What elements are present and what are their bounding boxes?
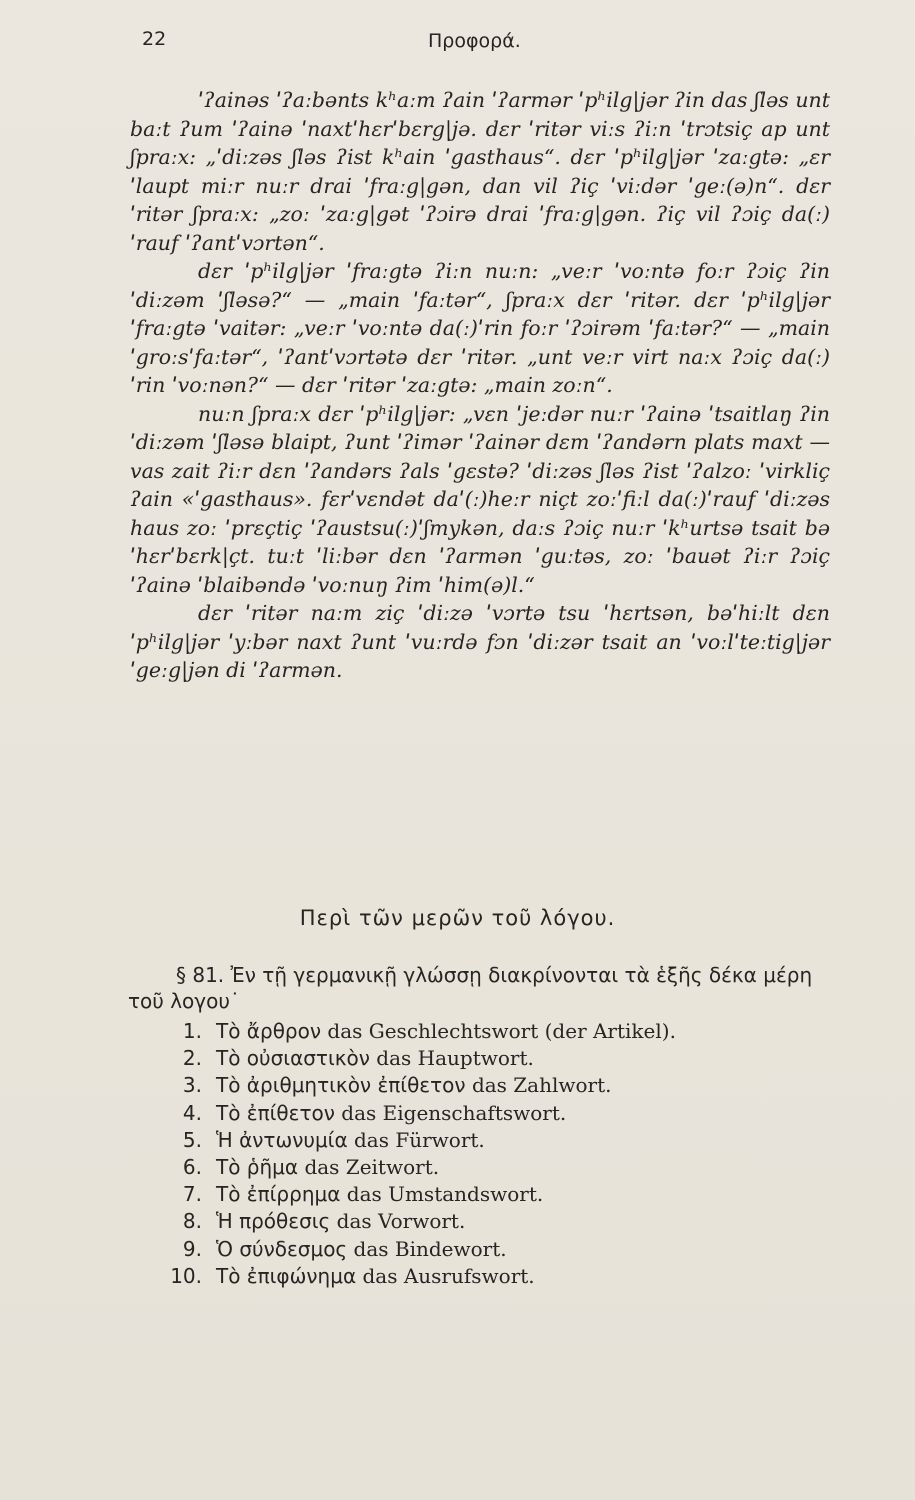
- item-number: 2.: [182, 1046, 202, 1071]
- item-greek: Τὸ ἐπίθετον: [216, 1100, 335, 1125]
- phonetic-paragraph: dɛr ˈritər naːm ziç ˈdiːzə ˈvɔrtə tsu ˈhɛrtsən, bəˈhiːlt dɛn ˈpʰilg|jər ˈyːbər naxt ʔunt ˈvuːrdə fɔn ˈdiːzər tsait an ˈvoːlˈteːtig|jər ˈgeːg|jən di ˈʔarmən.: [130, 601, 830, 682]
- list-item: [150, 1236, 830, 1263]
- list-item: [150, 1127, 830, 1154]
- section-intro: [128, 962, 828, 1014]
- item-greek: Ἡ ἀντωνυμία: [216, 1127, 348, 1152]
- item-german: das Vorwort.: [336, 1209, 466, 1234]
- item-greek: Ἡ πρόθεσις: [216, 1209, 331, 1234]
- page-number: 22: [142, 28, 167, 50]
- list-item: [150, 1018, 830, 1045]
- item-greek: Τὸ ἀριθμητικὸν ἐπίθετον: [216, 1073, 466, 1098]
- item-greek: Τὸ ῥῆμα: [216, 1155, 299, 1180]
- item-german: das Eigenschaftswort.: [341, 1100, 567, 1125]
- item-german: das Umstandswort.: [346, 1182, 544, 1207]
- list-item: [150, 1154, 830, 1181]
- item-number: 9.: [182, 1236, 202, 1261]
- item-german: das Ausrufswort.: [362, 1263, 535, 1288]
- item-number: 6.: [182, 1155, 202, 1180]
- item-german: das Zahlwort.: [471, 1073, 612, 1098]
- phonetic-paragraph: ˈʔainəs ˈʔaːbənts kʰaːm ʔain ˈʔarmər ˈpʰilg|jər ʔin das ʃləs unt baːt ʔum ˈʔainə ˈnaxtˈhɛrˈbɛrg|jə. dɛr ˈritər viːs ʔiːn ˈtrɔtsiç ap unt ʃpraːx: „ˈdiːzəs ʃləs ʔist kʰain ˈgasthaus“. dɛr ˈpʰilg|jər ˈzaːgtə: „ɛrˈlaupt miːr nuːr drai ˈfraːg|gən, dan vil ʔiç ˈviːdər ˈgeː(ə)n“. dɛr ˈritər ʃpraːx: „zoː ˈzaːg|gət ˈʔɔirə drai ˈfraːg|gən. ʔiç vil ʔɔiç da(ː)ˈrauf ˈʔantˈvɔrtən“.: [130, 88, 830, 255]
- item-greek: Τὸ ἄρθρον: [216, 1019, 322, 1043]
- item-number: 5.: [182, 1127, 202, 1152]
- item-german: das Bindewort.: [353, 1236, 507, 1261]
- list-item: [150, 1045, 830, 1072]
- phonetic-paragraph: nuːn ʃpraːx dɛr ˈpʰilg|jər: „vɛn ˈjeːdər nuːr ˈʔainə ˈtsaitlaŋ ʔin ˈdiːzəm ˈʃləsə blaipt, ʔunt ˈʔimər ˈʔainər dɛm ˈʔandərn plats maxt — vas zait ʔiːr dɛn ˈʔandərs ʔals ˈgɛstə? ˈdiːzəs ʃləs ʔist ˈʔalzoː ˈvirkliç ʔain «ˈgasthaus». fɛrˈvɛndət daˈ(ː)heːr niçt zoːˈfiːl da(ː)ˈrauf ˈdiːzəs haus zoː ˈprɛçtiç ˈʔaustsu(ː)ˈʃmykən, daːs ʔɔiç nuːr ˈkʰurtsə tsait bəˈhɛrˈbɛrk|çt. tuːt ˈliːbər dɛn ˈʔarmən ˈguːtəs, zoː ˈbauət ʔiːr ʔɔiç ˈʔainə ˈblaibəndə ˈvoːnuŋ ʔim ˈhim(ə)l.“: [130, 401, 830, 597]
- section-title: Περὶ τῶν μερῶν τοῦ λόγου.: [299, 906, 616, 930]
- list-item: [150, 1181, 830, 1208]
- phonetic-paragraph: dɛr ˈpʰilg|jər ˈfraːgtə ʔiːn nuːn: „veːr ˈvoːntə foːr ʔɔiç ʔin ˈdiːzəm ˈʃləsə?“ — „main ˈfaːtər“, ʃpraːx dɛr ˈritər. dɛr ˈpʰilg|jər ˈfraːgtə ˈvaitər: „veːr ˈvoːntə da(ː)ˈrin foːr ˈʔɔirəm ˈfaːtər?“ — „main ˈgroːsˈfaːtər“, ˈʔantˈvɔrtətə dɛr ˈritər. „unt veːr virt naːx ʔɔiç da(ː)ˈrin ˈvoːnən?“ — dɛr ˈritər ˈzaːgtə: „main zoːn“.: [130, 259, 830, 397]
- running-head: Προφορά.: [428, 30, 521, 52]
- item-german: das Zeitwort.: [304, 1155, 440, 1180]
- item-german: das Fürwort.: [354, 1127, 485, 1152]
- parts-of-speech-list: [150, 1018, 830, 1290]
- list-item: [150, 1100, 830, 1127]
- section-intro-text: Ἐν τῇ γερμανικῇ γλώσσῃ διακρίνονται τὰ ἑξῆς δέκα μέρη τοῦ λογου˙: [128, 963, 813, 1013]
- item-german: das Hauptwort.: [376, 1046, 534, 1071]
- item-number: 4.: [182, 1100, 202, 1125]
- item-number: 7.: [182, 1182, 202, 1207]
- list-item: [150, 1263, 830, 1290]
- item-number: 3.: [182, 1073, 202, 1098]
- item-greek: Τὸ οὐσιαστικὸν: [216, 1046, 370, 1071]
- item-greek: Τὸ ἐπίρρημα: [216, 1182, 341, 1207]
- phonetic-transcription: [130, 86, 830, 685]
- list-item: [150, 1072, 830, 1099]
- paragraph-mark: § 81.: [176, 963, 225, 987]
- item-greek: Τὸ ἐπιφώνημα: [216, 1263, 357, 1288]
- list-item: [150, 1208, 830, 1235]
- item-number: 1.: [182, 1019, 202, 1043]
- item-number: 8.: [182, 1209, 202, 1234]
- item-german: das Geschlechtswort (der Artikel).: [327, 1019, 676, 1043]
- item-greek: Ὁ σύνδεσμος: [216, 1236, 348, 1261]
- item-number: 10.: [170, 1263, 202, 1288]
